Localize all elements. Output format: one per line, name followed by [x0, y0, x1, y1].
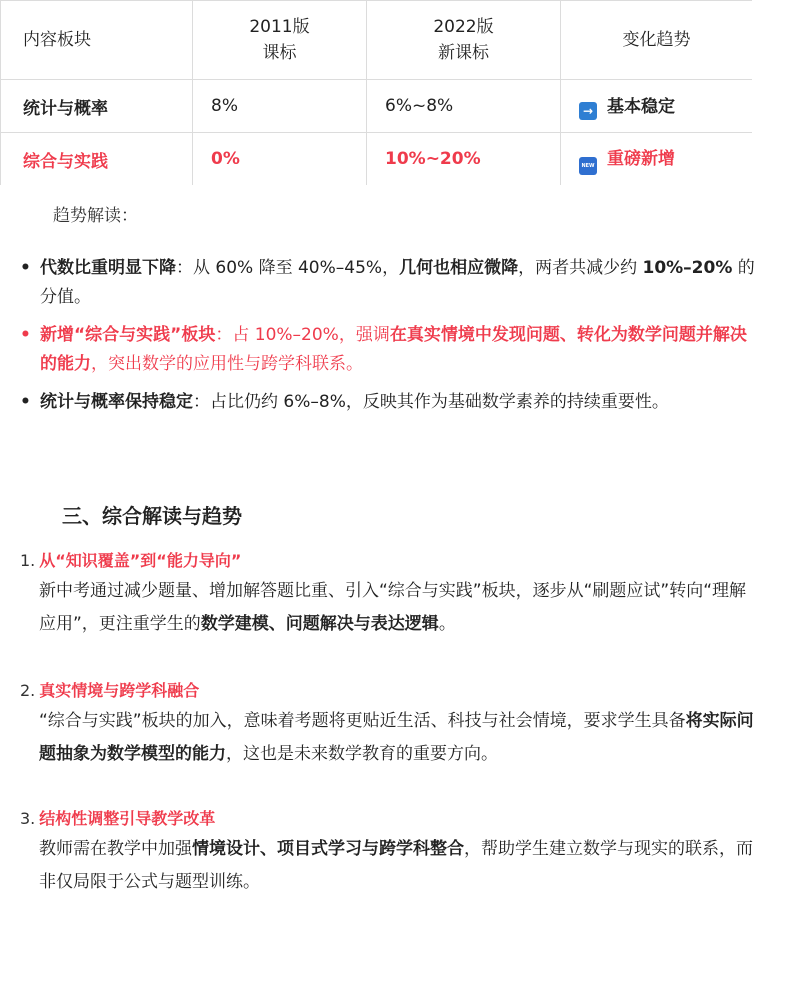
list-item [20, 254, 760, 312]
item-number: 2. [20, 681, 36, 700]
new-badge-icon: NEW [579, 157, 597, 175]
item-text: 教师需在教学中加强 [39, 839, 192, 859]
item-strong: 情境设计、项目式学习与跨学科整合 [192, 839, 464, 859]
trend-label: 基本稳定 [607, 97, 675, 117]
point-strong: 代数比重明显下降 [40, 258, 176, 278]
header-line: 新课标 [438, 43, 489, 63]
table-cell: 统计与概率 [1, 80, 193, 133]
numbered-item [20, 680, 760, 771]
header-cell: 内容板块 [1, 1, 193, 80]
trend-label: 重磅新增 [607, 148, 675, 169]
intro-text: 趋势解读： [53, 206, 138, 226]
point-strong: 在真实情境中发现问题、转化为数学问题并解决的能力 [40, 325, 747, 374]
comparison-table [0, 0, 752, 185]
point-text: ，突出数学的应用性与跨学科联系。 [91, 354, 363, 374]
item-number: 1. [20, 551, 36, 570]
table-row [1, 80, 753, 133]
right-arrow-icon: → [579, 102, 597, 120]
item-text: 。 [438, 614, 456, 634]
table-cell: 10%~20% [367, 133, 561, 186]
header-cell [193, 1, 367, 80]
numbered-item [20, 550, 760, 641]
point-strong: 新增“综合与实践”板块 [40, 325, 216, 345]
point-strong: 统计与概率保持稳定 [40, 392, 193, 412]
table-header-row [1, 1, 753, 80]
item-text: ，这也是未来数学教育的重要方向。 [226, 744, 498, 764]
table-cell [561, 133, 753, 186]
item-text: “综合与实践”板块的加入，意味着考题将更贴近生活、科技与社会情境，要求学生具备 [39, 711, 686, 731]
item-title: 从“知识覆盖”到“能力导向” [39, 551, 242, 570]
item-title: 结构性调整引导教学改革 [39, 809, 216, 828]
table-cell: 6%~8% [367, 80, 561, 133]
table-cell: 8% [193, 80, 367, 133]
item-strong: 数学建模、问题解决与表达逻辑 [200, 614, 439, 634]
item-text: ，帮助学生建立数学与现实的联系，而非仅局限于公式与题型训练。 [39, 839, 753, 892]
point-strong: 10%–20% [642, 258, 733, 278]
point-text: ，两者共减少约 [518, 258, 643, 278]
item-strong: 将实际问题抽象为数学模型的能力 [39, 711, 754, 764]
numbered-item [20, 808, 760, 899]
table-cell: 0% [193, 133, 367, 186]
point-text: ：从 60% 降至 40%–45%， [176, 258, 400, 278]
point-text: ：占 10%–20%，强调 [215, 325, 390, 345]
point-text: ：占比仍约 6%–8%，反映其作为基础数学素养的持续重要性。 [193, 392, 669, 412]
list-item [20, 388, 760, 417]
section-title: 三、综合解读与趋势 [62, 504, 242, 528]
item-number: 3. [20, 809, 36, 828]
header-line: 2011版 [249, 17, 310, 37]
trend-points [20, 254, 760, 426]
item-text: 新中考通过减少题量、增加解答题比重、引入“综合与实践”板块，逐步从“刷题应试”转向“理解应用”，更注重学生的 [39, 581, 747, 634]
point-text: 的分值。 [40, 258, 755, 307]
header-line: 课标 [262, 43, 297, 63]
header-cell: 变化趋势 [561, 1, 753, 80]
item-title: 真实情境与跨学科融合 [39, 681, 200, 700]
table-cell: 综合与实践 [1, 133, 193, 186]
table-row [1, 133, 753, 186]
header-cell [367, 1, 561, 80]
table-cell [561, 80, 753, 133]
list-item [20, 321, 760, 379]
point-strong: 几何也相应微降 [399, 258, 519, 278]
header-line: 2022版 [433, 17, 494, 37]
